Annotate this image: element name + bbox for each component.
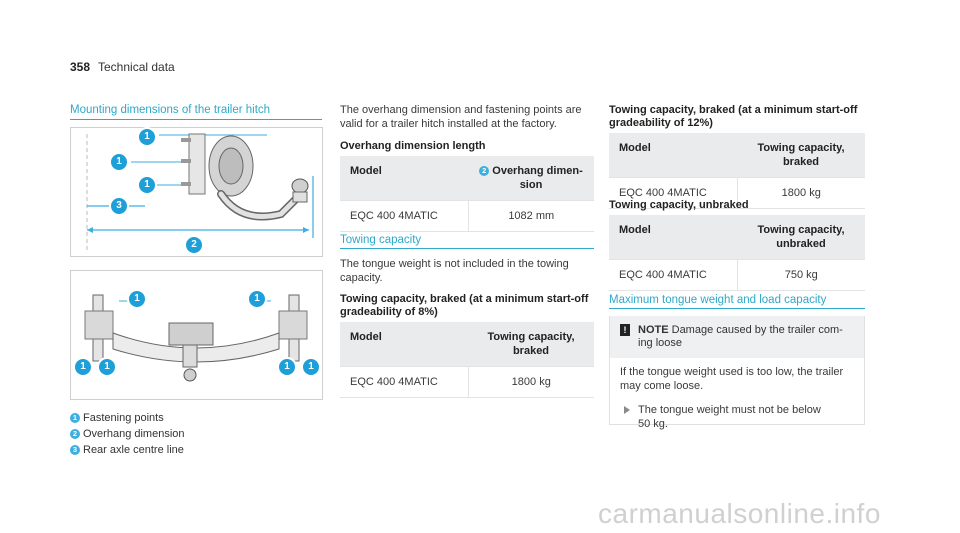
braked8-col-line2: braked: [512, 345, 550, 357]
section-heading-mounting: Mounting dimensions of the trailer hitch: [70, 104, 271, 116]
trailer-hitch-side-figure: [70, 127, 323, 257]
trailer-hitch-rear-drawing: [71, 271, 322, 399]
legend-text: Rear axle centre line: [83, 444, 184, 456]
note-body: [610, 358, 864, 393]
unbraked-col-capacity: [737, 215, 865, 260]
callout-rear-bottom-4: 1: [301, 357, 321, 377]
unbraked-table: [609, 215, 865, 291]
overhang-row-model: EQC 400 4MATIC: [340, 201, 468, 232]
section-rule: [340, 248, 594, 249]
watermark: carmanualsonline.info: [598, 498, 881, 529]
overhang-col-line2: sion: [519, 179, 543, 191]
braked12-col-line1: Towing capacity,: [757, 142, 845, 154]
unbraked-row-model: EQC 400 4MATIC: [609, 260, 737, 291]
braked8-heading-line2: gradeability of 8%): [340, 306, 438, 318]
note-step: [610, 393, 864, 431]
note-header: [610, 316, 864, 358]
overhang-col-line1: Overhang dimen-: [492, 165, 583, 177]
braked8-row-value: 1800 kg: [468, 367, 594, 398]
braked8-col-model: Model: [340, 322, 468, 367]
overhang-intro-line1: The overhang dimension and fastening points are: [340, 104, 582, 116]
overhang-number-badge: 2: [479, 166, 489, 176]
note-title-line2: ing loose: [638, 337, 683, 349]
braked8-heading-line1: Towing capacity, braked (at a minimum start-off: [340, 293, 589, 305]
legend-text: Fastening points: [83, 412, 164, 424]
note-body-line1: If the tongue weight used is too low, the trailer: [620, 366, 844, 378]
section-heading-towing: Towing capacity: [340, 234, 422, 246]
callout-rear-top-left: 1: [127, 289, 147, 309]
braked12-row-value: 1800 kg: [737, 178, 865, 209]
braked8-table: [340, 322, 594, 398]
callout-rear-bottom-1: 1: [73, 357, 93, 377]
note-step-line2: 50 kg.: [638, 418, 668, 430]
callout-fastening-1: 1: [137, 127, 157, 147]
legend-text: Overhang dimension: [83, 428, 185, 440]
note-box: [609, 316, 865, 430]
braked12-col-line2: braked: [782, 156, 820, 168]
overhang-row-value: 1082 mm: [468, 201, 594, 232]
legend-item: [70, 428, 185, 440]
callout-overhang: 2: [184, 235, 204, 255]
callout-rear-bottom-2: 1: [97, 357, 117, 377]
table-row: [340, 367, 594, 398]
braked8-col-line1: Towing capacity,: [487, 331, 575, 343]
section-rule: [70, 119, 322, 120]
overhang-col-model: Model: [340, 156, 468, 201]
page-title: Technical data: [98, 60, 175, 74]
braked12-heading-line2: gradeability of 12%): [609, 117, 713, 129]
braked8-row-model: EQC 400 4MATIC: [340, 367, 468, 398]
unbraked-row-value: 750 kg: [737, 260, 865, 291]
towing-text-line1: The tongue weight is not included in the towing: [340, 258, 569, 270]
legend-item: [70, 412, 164, 424]
overhang-col-dimension: [468, 156, 594, 201]
callout-fastening-2: 1: [109, 152, 129, 172]
unbraked-heading: Towing capacity, unbraked: [609, 199, 749, 211]
callout-rear-bottom-3: 1: [277, 357, 297, 377]
legend-item: [70, 444, 184, 456]
braked12-row-model: EQC 400 4MATIC: [609, 178, 737, 209]
overhang-intro-line2: valid for a trailer hitch installed at the factory.: [340, 118, 557, 130]
table-row: [340, 201, 594, 232]
overhang-subheading: Overhang dimension length: [340, 140, 486, 152]
callout-fastening-3: 1: [137, 175, 157, 195]
unbraked-col-line2: unbraked: [776, 238, 826, 250]
braked12-heading-line1: Towing capacity, braked (at a minimum start-off: [609, 104, 858, 116]
note-label: NOTE: [638, 324, 669, 336]
page-number: 358: [70, 60, 91, 74]
step-arrow-icon: [624, 406, 630, 414]
note-step-line1: The tongue weight must not be below: [638, 404, 821, 416]
braked8-col-capacity: [468, 322, 594, 367]
unbraked-col-model: Model: [609, 215, 737, 260]
warning-icon: !: [620, 324, 630, 336]
towing-text-line2: capacity.: [340, 272, 383, 284]
overhang-table: [340, 156, 594, 232]
callout-rear-top-right: 1: [247, 289, 267, 309]
legend-number: 1: [70, 413, 80, 423]
legend-number: 3: [70, 445, 80, 455]
note-title-line1: Damage caused by the trailer com-: [671, 324, 843, 336]
section-rule: [609, 308, 865, 309]
braked12-col-capacity: [737, 133, 865, 178]
section-heading-max-tongue: Maximum tongue weight and load capacity: [609, 294, 827, 306]
legend-number: 2: [70, 429, 80, 439]
note-body-line2: may come loose.: [620, 380, 704, 392]
callout-axle-line: 3: [109, 196, 129, 216]
braked12-col-model: Model: [609, 133, 737, 178]
table-row: [609, 260, 865, 291]
unbraked-col-line1: Towing capacity,: [757, 224, 845, 236]
trailer-hitch-rear-figure: [70, 270, 323, 400]
